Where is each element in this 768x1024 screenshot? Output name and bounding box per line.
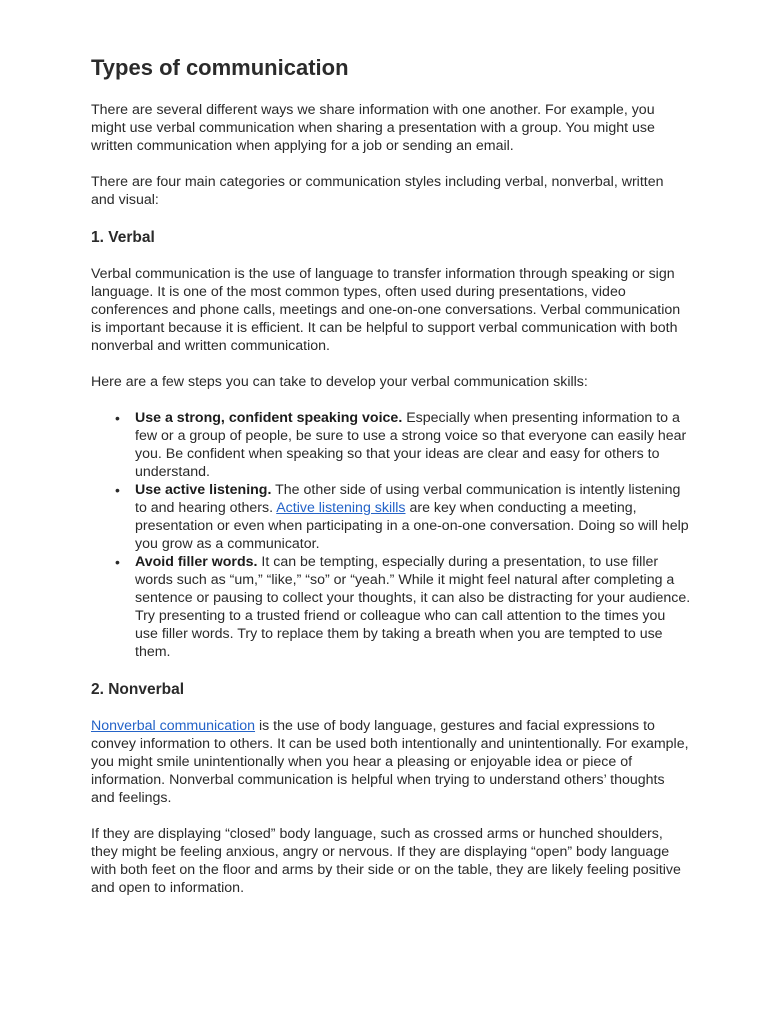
list-item (115, 553, 691, 661)
active-listening-skills-link[interactable]: Active listening skills (276, 500, 406, 516)
nonverbal-paragraph-1 (91, 717, 691, 807)
list-item-text: Especially when presenting information to a few or a group of people, be sure to use a strong voice so that everyone can easily hear you. Be confident when speaking so that your ideas are clear and easy for others to understand. (135, 410, 687, 480)
list-item (115, 409, 691, 481)
intro-paragraph-1: There are several different ways we share information with one another. For example, you might use verbal communication when sharing a presentation with a group. You might use written communication when applying for a job or sending an email. (91, 102, 655, 154)
verbal-paragraph-2: Here are a few steps you can take to develop your verbal communication skills: (91, 374, 588, 390)
list-item-text: It can be tempting, especially during a presentation, to use filler words such as “um,” “like,” “so” or “yeah.” While it might feel natural after completing a sentence or pausing to collect your thoughts, it can also be distracting for your audience. Try presenting to a trusted friend or colleague who can call attention to the times you use filler words. Try to replace them by taking a breath when you are tempted to use them. (135, 554, 691, 660)
bullet-icon: • (115, 482, 120, 498)
list-item-text: are key when conducting a meeting, presentation or even when participating in a one-on-one conversation. Doing so will help you grow as a communicator. (135, 500, 689, 552)
list-item-lead: Use a strong, confident speaking voice. (135, 410, 403, 426)
list-item-lead: Use active listening. (135, 482, 272, 498)
list-item-text: The other side of using verbal communication is intently listening to and hearing others. (135, 482, 681, 516)
nonverbal-paragraph-1-text: is the use of body language, gestures and facial expressions to convey information to others. It can be used both intentionally and unintentionally. For example, you might smile unintentionally when you hear a pleasing or enjoyable idea or piece of information. Nonverbal communication is helpful when trying to understand others’ thoughts and feelings. (91, 718, 689, 806)
section-heading-verbal: 1. Verbal (91, 229, 155, 246)
verbal-tips-list (91, 409, 691, 661)
article (91, 52, 691, 915)
intro-paragraph-2: There are four main categories or communication styles including verbal, nonverbal, written and visual: (91, 174, 664, 208)
verbal-paragraph-1: Verbal communication is the use of language to transfer information through speaking or sign language. It is one of the most common types, often used during presentations, video conferences and phone calls, meetings and one-on-one conversations. Verbal communication is important because it is efficient. It can be helpful to support verbal communication with both nonverbal and written communication. (91, 266, 681, 354)
section-heading-nonverbal: 2. Nonverbal (91, 681, 185, 698)
nonverbal-communication-link[interactable]: Nonverbal communication (91, 718, 256, 734)
nonverbal-paragraph-2: If they are displaying “closed” body language, such as crossed arms or hunched shoulders, they might be feeling anxious, angry or nervous. If they are displaying “open” body language with both feet on the floor and arms by their side or on the table, they are likely feeling positive and open to information. (91, 826, 681, 896)
list-item-lead: Avoid filler words. (135, 554, 258, 570)
bullet-icon: • (115, 554, 120, 570)
page-title: Types of communication (91, 55, 349, 80)
bullet-icon: • (115, 410, 120, 426)
list-item (115, 481, 691, 553)
